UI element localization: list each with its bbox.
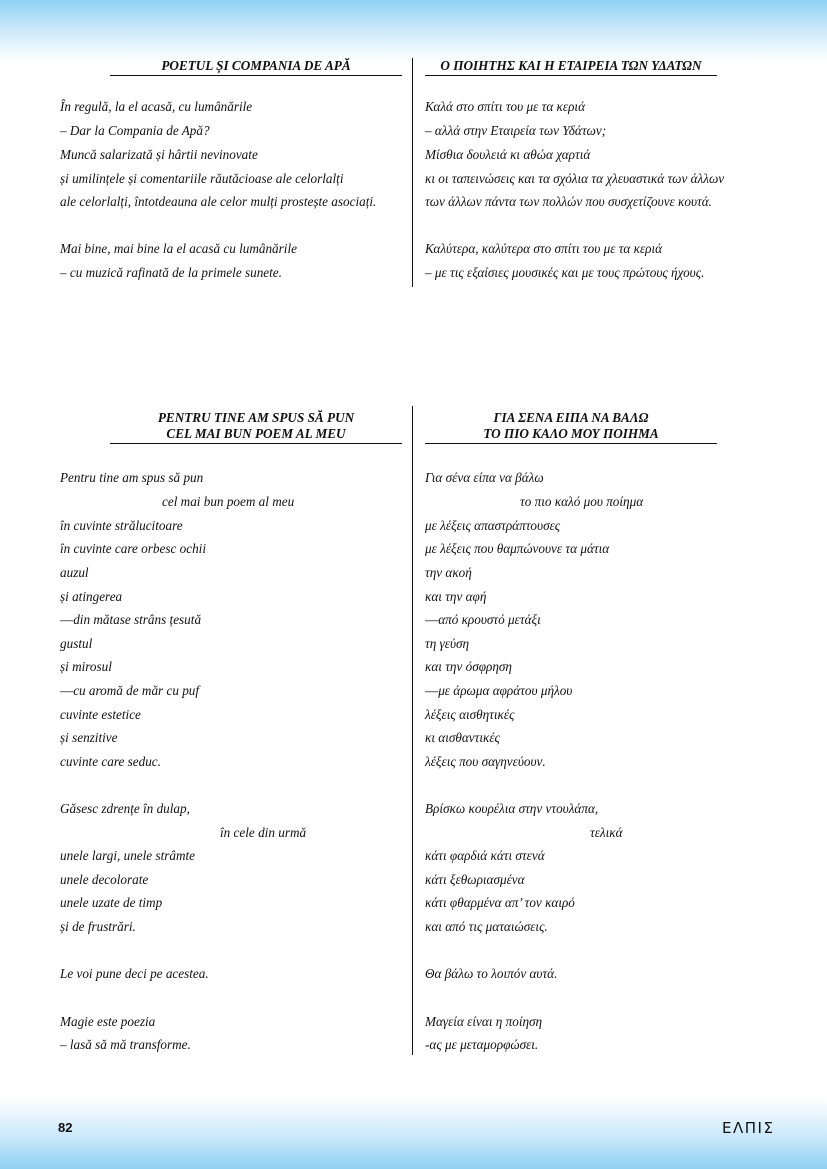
poem-line: și atingerea [60,589,123,604]
poem2-gr-title-line2: ΤΟ ΠΙΟ ΚΑΛΟ ΜΟΥ ΠΟΙΗΜΑ [483,426,659,441]
poem-line: – αλλά στην Εταιρεία των Υδάτων; [425,123,607,138]
poem-line: Μαγεία είναι η ποίηση [425,1014,543,1029]
poem-line: Καλύτερα, καλύτερα στο σπίτι του με τα κεριά [425,241,663,256]
bottom-gradient-band [0,1098,827,1169]
poem-line: κάτι φθαρμένα απ’ τον καιρό [425,895,575,910]
poem-line: și mirosul [60,659,112,674]
poem-line: ––με άρωμα αφράτου μήλου [425,683,573,698]
poem-line: Μίσθια δουλειά κι αθώα χαρτιά [425,147,591,162]
publication-brand: ΕΛΠΙΣ [722,1119,775,1137]
page-number: 82 [58,1120,73,1135]
poem-line: Muncă salarizată și hârtii nevinovate [60,147,258,162]
poem-line: κάτι ξεθωριασμένα [425,872,525,887]
poem-line: auzul [60,565,89,580]
poem-line: – Dar la Compania de Apă? [60,123,210,138]
poem-line: cuvinte care seduc. [60,754,161,769]
poem-line: και την όσφρηση [425,659,512,674]
poem-line: unele largi, unele strâmte [60,848,196,863]
poem-line: λέξεις αισθητικές [425,707,515,722]
poem-line: – cu muzică rafinată de la primele sunete. [60,265,282,280]
poem-line: των άλλων πάντα των πολλών που συσχετίζουνε κουτά. [425,194,712,209]
poem-line: Le voi pune deci pe acestea. [60,966,209,981]
poem-line: ––cu aromă de măr cu puf [60,683,200,698]
poem-line: -ας με μεταμορφώσει. [425,1037,539,1052]
poem-line: gustul [60,636,93,651]
poem2-ro-title-line2: CEL MAI BUN POEM AL MEU [166,426,346,441]
poem-line: και από τις ματαιώσεις. [425,919,548,934]
poem1-gr-title: Ο ΠΟΙΗΤΗΣ ΚΑΙ Η ΕΤΑΙΡΕΙΑ ΤΩΝ ΥΔΑΤΩΝ [425,58,717,76]
poem2-ro-title-line1: PENTRU TINE AM SPUS SĂ PUN [157,410,355,425]
poem-line: το πιο καλό μου ποίημα [520,494,644,509]
poem-line: τελικά [590,825,623,840]
poem-line: ––από κρουστό μετάξι [425,612,541,627]
poem-line: cel mai bun poem al meu [162,494,295,509]
poem-line: την ακοή [425,565,472,580]
column-divider-bottom [412,406,413,1055]
poem-line: în cuvinte strălucitoare [60,518,183,533]
poem-line: Magie este poezia [60,1014,156,1029]
poem-line: λέξεις που σαγηνεύουν. [425,754,546,769]
poem-line: Καλά στο σπίτι του με τα κεριά [425,99,585,114]
poem-line: ––din mătase strâns țesută [60,612,202,627]
poem-line: και την αφή [425,589,487,604]
poem-line: și de frustrări. [60,919,136,934]
poem-line: – lasă să mă transforme. [60,1037,191,1052]
poem2-ro-title [110,410,402,444]
poem-line: Mai bine, mai bine la el acasă cu lumânările [60,241,297,256]
poem-line: unele decolorate [60,872,149,887]
poem-line: Για σένα είπα να βάλω [425,470,544,485]
poem-line: με λέξεις που θαμπώνουνε τα μάτια [425,541,610,556]
poem-line: κι οι ταπεινώσεις και τα σχόλια τα χλευαστικά των άλλων [425,171,725,186]
poem-line: în cuvinte care orbesc ochii [60,541,206,556]
poem-line: Găsesc zdrențe în dulap, [60,801,190,816]
poem1-ro-title: POETUL ȘI COMPANIA DE APĂ [110,58,402,76]
poem-line: în cele din urmă [220,825,307,840]
poem-line: τη γεύση [425,636,470,651]
poem-line: κι αισθαντικές [425,730,500,745]
poem-line: Θα βάλω το λοιπόν αυτά. [425,966,558,981]
poem-line: Pentru tine am spus să pun [60,470,204,485]
poem2-gr-title [425,410,717,444]
poem-line: unele uzate de timp [60,895,163,910]
poem-line: În regulă, la el acasă, cu lumânările [60,99,253,114]
poem-line: și senzitive [60,730,118,745]
poem2-gr-title-line1: ΓΙΑ ΣΕΝΑ ΕΙΠΑ ΝΑ ΒΑΛΩ [493,410,649,425]
top-gradient-band [0,0,827,62]
poem-line: – με τις εξαίσιες μουσικές και με τους πρώτους ήχους. [425,265,705,280]
poem-line: și umilințele și comentariile răutăcioase ale celorlalți [60,171,344,186]
poem-line: με λέξεις απαστράπτουσες [425,518,561,533]
poem-line: Βρίσκω κουρέλια στην ντουλάπα, [425,801,599,816]
poem-line: ale celorlalți, întotdeauna ale celor mulți prostește asociați. [60,194,377,209]
poem-line: κάτι φαρδιά κάτι στενά [425,848,545,863]
poem-line: cuvinte estetice [60,707,141,722]
column-divider-top [412,58,413,287]
